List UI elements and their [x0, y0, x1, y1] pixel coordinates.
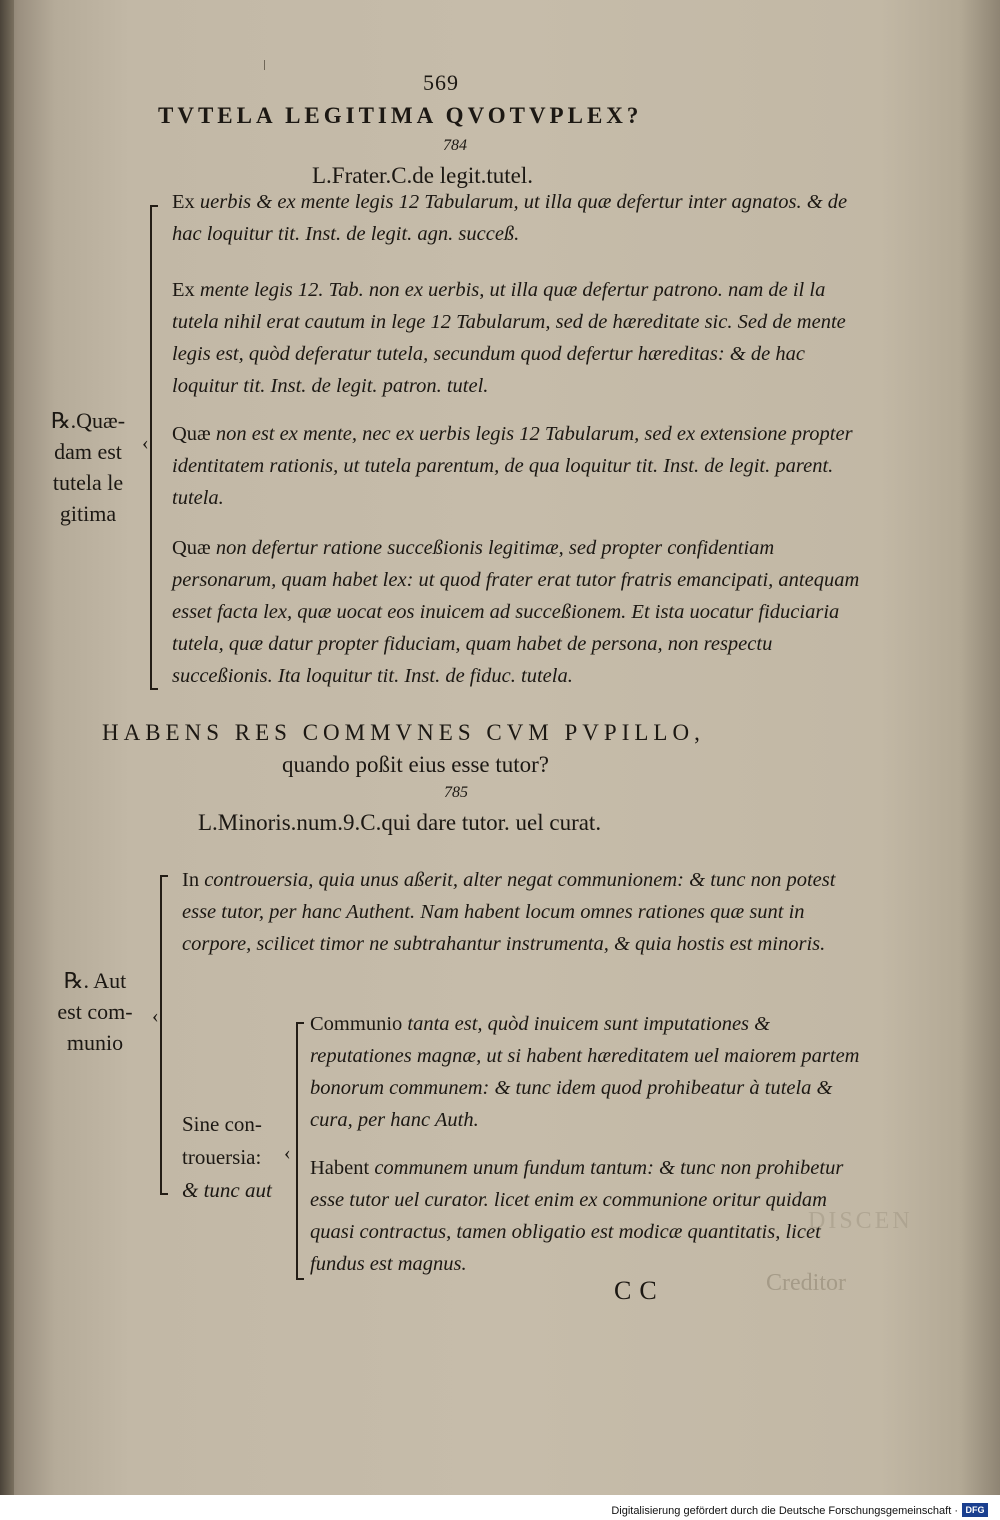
margin-label-line: munio: [66, 1030, 124, 1055]
margin-label-line: dam est: [54, 439, 122, 464]
margin-label-line: tutela le: [52, 470, 124, 495]
catchword: Creditor: [766, 1270, 846, 1296]
section2-title: HABENS RES COMMVNES CVM PVPILLO,: [102, 720, 705, 745]
section1-number: 784: [443, 137, 467, 154]
section1-brace-point: ‹: [142, 432, 149, 454]
dfg-logo: DFG: [962, 1503, 988, 1517]
entry-text: controuersia, quia unus aßerit, alter negat communionem: & tunc non potest esse tutor, per hanc Authent. Nam habent locum omnes rationes quæ sunt in corpore, scilicet timor ne subtrahantur instrumenta, & quia hostis est minoris.: [182, 869, 836, 955]
sub-entry-1: [310, 1008, 868, 1136]
bleed-through-text: DISCEN: [808, 1208, 913, 1234]
hairline-mark: [264, 60, 265, 70]
entry-lead: Ex: [172, 191, 195, 213]
footer-credit: Digitalisierung gefördert durch die Deutsche Forschungsgemeinschaft ·: [611, 1505, 958, 1517]
sub-brace: [296, 1022, 298, 1280]
page-number: 569: [423, 70, 459, 95]
entry-text: communem unum fundum tantum: & tunc non prohibetur esse tutor uel curator. licet enim ex communione oritur quidam quasi contractus, tamen obligatio est modicæ quantitatis, licet fundus est magnus.: [310, 1157, 844, 1275]
sub-label-line: Sine con-: [182, 1112, 262, 1136]
section1-entry-3: [172, 418, 860, 514]
sub-brace-top: [296, 1022, 304, 1024]
section2-brace-bottom: [160, 1193, 168, 1195]
section2-sub-label: [182, 1108, 272, 1207]
section1-entry-1: [172, 186, 860, 250]
section2-law-reference: L.Minoris.num.9.C.qui dare tutor. uel curat.: [198, 810, 602, 835]
entry-lead: Communio: [310, 1013, 403, 1035]
section1-margin-label: [28, 405, 148, 529]
entry-lead: In: [182, 869, 200, 891]
entry-lead: Ex: [172, 279, 195, 301]
margin-label-line: ℞.Quæ-: [50, 408, 126, 433]
section1-brace-top: [150, 205, 158, 207]
section2-entry-1: [182, 864, 862, 960]
sub-brace-point: ‹: [284, 1142, 291, 1164]
sub-label-line: trouersia:: [182, 1145, 262, 1169]
section1-brace-bottom: [150, 688, 158, 690]
section2-brace: [160, 875, 162, 1195]
margin-label-line: gitima: [59, 501, 117, 526]
sub-label-line: & tunc aut: [182, 1178, 272, 1202]
section2-brace-top: [160, 875, 168, 877]
sub-entry-2: [310, 1152, 868, 1280]
section1-law-reference: L.Frater.C.de legit.tutel.: [312, 163, 534, 188]
section2-subtitle: quando poßit eius esse tutor?: [282, 752, 550, 777]
section-title: TVTELA LEGITIMA QVOTVPLEX?: [158, 103, 643, 128]
page-gutter-shadow: [0, 0, 14, 1495]
margin-label-line: ℞. Aut: [63, 968, 127, 993]
sub-brace-bottom: [296, 1278, 304, 1280]
entry-text: uerbis & ex mente legis 12 Tabularum, ut illa quæ defertur inter agnatos. & de hac loquitur tit. Inst. de legit. agn. succeß.: [172, 191, 848, 245]
section2-number: 785: [444, 784, 468, 801]
section2-brace-point: ‹: [152, 1005, 159, 1027]
entry-lead: Habent: [310, 1157, 370, 1179]
entry-text: non defertur ratione succeßionis legitimæ, sed propter confidentiam personarum, quam habet lex: ut quod frater erat tutor fratris emancipati, antequam esset facta lex, quæ uocat eos inuicem ad succeßionem. Et ista uocatur fiduciaria tutela, quæ datur propter fiduciam, quam habet de persona, non respectu succeßionis. Ita loquitur tit. Inst. de fiduc. tutela.: [172, 537, 860, 687]
margin-label-line: est com-: [57, 999, 133, 1024]
section2-margin-label: [30, 965, 160, 1058]
entry-text: tanta est, quòd inuicem sunt imputationes & reputationes magnæ, ut si habent hæreditatem uel maiorem partem bonorum communem: & tunc idem quod prohibeatur à tutela & cura, per hanc Auth.: [310, 1013, 860, 1131]
entry-lead: Quæ: [172, 537, 211, 559]
section1-entry-4: [172, 532, 860, 692]
signature-mark: CC: [614, 1276, 665, 1305]
entry-text: non est ex mente, nec ex uerbis legis 12 Tabularum, sed ex extensione propter identitatem rationis, ut tutela parentum, de qua loquitur tit. Inst. de legit. parent. tutela.: [172, 423, 853, 509]
entry-text: mente legis 12. Tab. non ex uerbis, ut illa quæ defertur patrono. nam de il la tutela nihil erat cautum in lege 12 Tabularum, sed de hæreditate sic. Sed de mente legis est, quòd deferatur tutela, secundum quod defertur hæreditas: & de hac loquitur tit. Inst. de legit. patron. tutel.: [172, 279, 846, 397]
section1-entry-2: [172, 274, 860, 402]
entry-lead: Quæ: [172, 423, 211, 445]
section1-brace: [150, 205, 152, 690]
